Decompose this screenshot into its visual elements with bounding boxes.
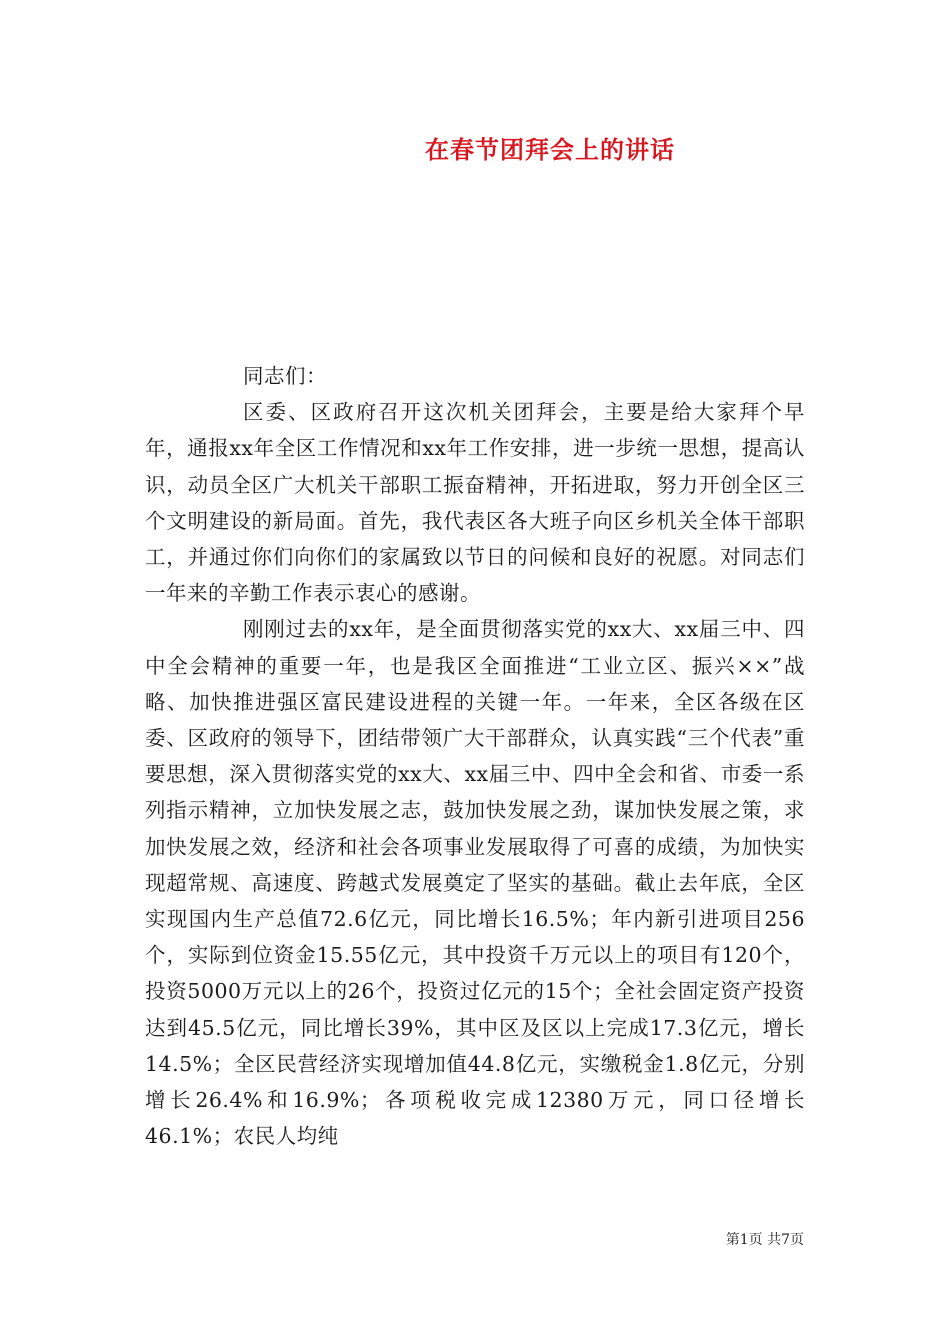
paragraph-1: 区委、区政府召开这次机关团拜会，主要是给大家拜个早年，通报xx年全区工作情况和xx年工作安排，进一步统一思想，提高认识，动员全区广大机关干部职工振奋精神，开拓进取，努力开创全区三个文明建设的新局面。首先，我代表区各大班子向区乡机关全体干部职工，并通过你们向你们的家属致以节日的问候和良好的祝愿。对同志们一年来的辛勤工作表示衷心的感谢。	[145, 400, 805, 606]
document-body	[145, 358, 805, 1154]
salutation: 同志们：	[243, 364, 327, 388]
paragraph-2: 刚刚过去的xx年，是全面贯彻落实党的xx大、xx届三中、四中全会精神的重要一年，也是我区全面推进“工业立区、振兴××”战略、加快推进强区富民建设进程的关键一年。一年来，全区各级在区委、区政府的领导下，团结带领广大干部群众，认真实践“三个代表”重要思想，深入贯彻落实党的xx大、xx届三中、四中全会和省、市委一系列指示精神，立加快发展之志，鼓加快发展之劲，谋加快发展之策，求加快发展之效，经济和社会各项事业发展取得了可喜的成绩，为加快实现超常规、高速度、跨越式发展奠定了坚实的基础。截止去年底，全区实现国内生产总值72.6亿元，同比增长16.5%；年内新引进项目256个，实际到位资金15.55亿元，其中投资千万元以上的项目有120个，投资5000万元以上的26个，投资过亿元的15个；全社会固定资产投资达到45.5亿元，同比增长39%，其中区及区以上完成17.3亿元，增长14.5%；全区民营经济实现增加值44.8亿元，实缴税金1.8亿元，分别增长26.4%和16.9%；各项税收完成12380万元，同口径增长46.1%；农民人均纯	[145, 617, 805, 1149]
page-number: 第1页 共7页	[725, 1232, 804, 1248]
document-title: 在春节团拜会上的讲话	[425, 135, 675, 164]
